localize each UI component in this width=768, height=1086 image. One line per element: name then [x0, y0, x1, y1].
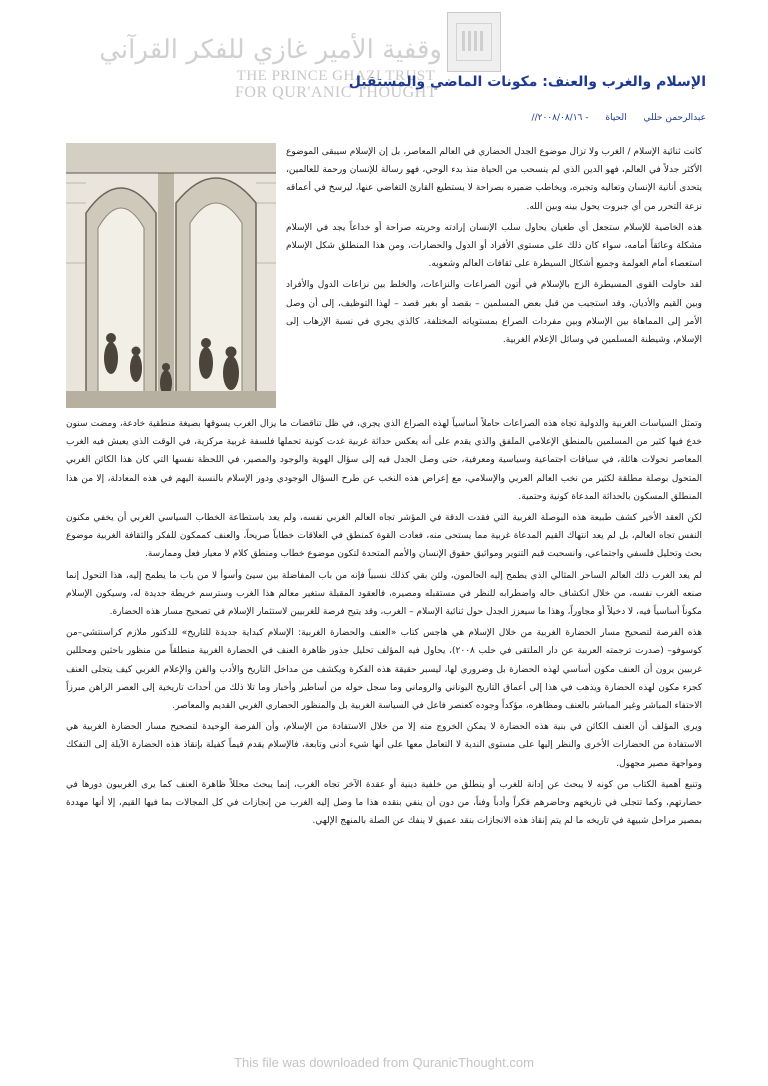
source-name: الحياة — [605, 113, 627, 123]
article-body-main — [66, 415, 702, 833]
paragraph-1: كانت ثنائية الإسلام / الغرب ولا تزال موضوع الجدل الحضاري في العالم المعاصر، بل إن الإسلام سيبقى الموضوع الأكثر جدلاً في العالم، فهو الدين الذي لم ينسحب من الحياة منذ بدء الوحي، فهو رسالة للإنسان ورحمة للعالمين، يتحدى أنانية الإنسان وتعاليه وتجبره، ويخاطب ضميره بصراحة لا يستطيع القارئ التغاضي عنها، ليرسخ في أعماقه نزعة التحرر من أي جبروت يحول بينه وبين الله. — [286, 147, 702, 212]
author-name: عبدالرحمن حللي — [643, 113, 706, 123]
article-title: الإسلام والغرب والعنف: مكونات الماضي والمستقبل — [348, 74, 706, 90]
publish-date: - ٢٠٠٨/٠٨/١٦// — [531, 113, 589, 123]
paragraph-3: لقد حاولت القوى المسيطرة الزج بالإسلام في أتون الصراعات والنزاعات، والخلط بين نزاعات الدول والأفراد وبين القيم والأديان، وقد استجيب من قبل بعض المسلمين – بقصد أو بغير قصد – لهذا التوظيف، إلى أن وصل الأمر إلى المماهاة بين الإسلام وبين مفردات الصراع بمستوياته المختلفة، كالذي يجري في نسبة الإرهاب إلى الإسلام، وشيطنة المسلمين في وسائل الإعلام الغربية. — [286, 280, 702, 346]
article-body-top — [286, 143, 702, 352]
article-byline — [518, 113, 706, 123]
paragraph-6: لم يعد الغرب ذلك العالم الساحر المثالي الذي يطمح إليه الحالمون، ولئن بقي كذلك نسبياً فإنه من باب المفاضلة بين سيئ وأسوأ لا من باب ما يطمح إليه، هذا التحول إنما صنعه الغرب نفسه، من خلال انكشاف حاله واضطرابه للنظر في مستقبله ومصيره، فالعقود المقبلة ستغير معالم هذا الغرب وسترسم خريطة جديدة له، وسيكون الإسلام مكوناً أساسياً فيه، لا دخيلاً أو مجاوراً، وهذا ما سيعزز الجدل حول ثنائية الإسلام – الغرب، وقد يتيح فرصة للغربيين لاستثمار الإسلام في تصحيح مسار هذه الحضارة. — [66, 570, 702, 618]
trust-name-line2: FOR QUR'ANIC THOUGHT — [235, 84, 437, 101]
trust-arabic-logo: وقفية الأمير غازي للفكر القرآني — [99, 35, 442, 65]
paragraph-4: وتمثل السياسات الغربية والدولية تجاه هذه الصراعات حاملاً أساسياً لهذه الصراع الذي يجري، في ظل تناقضات ما يزال الغرب يسوقها بصيغة منطقية خادعة، ومضت سنون خدع فيها كثير من المسلمين بالمنطق الإعلامي الملفق والذي يقدم على أنه يعكس حداثة غربية غدت كونية تحملها فلسفة غربية مركزية، في الوقت الذي يعيش فيه الغرب المعاصر تحولات هائلة، في سياقات اجتماعية وسياسية ومعرفية، حتى وصل الجدل فيه إلى سؤال الهوية والوجود والمصير، في اللحظة نفسها التي كان هذا الكائن الغربي المتحول بوصلة مطلقة لكثير من نخب العالم العربي والإسلامي، مع إعراض هذه النخب عن طرح السؤال الوجودي ودور الإسلام بالنسبة اليهم في هذه المعادلة، إلا من هذا المنطلق المسكون بالحداثة المدعاة كونية وحتمية. — [66, 419, 702, 502]
paragraph-8: ويرى المؤلف أن العنف الكائن في بنية هذه الحضارة لا يمكن الخروج منه إلا من خلال الاستفادة من الإسلام، وأن الفرصة الوحيدة لتصحيح مسار الحضارة الغربية هي الاستفادة من الحضارات الأخرى والنظر إليها على مستوى الندية لا التعامل معها على أنها شيء أدنى وتابعة، فالإسلام يقدم قيماً كفيلة بإنقاذ هذه الحضارة الآيلة إلى التفكك ومواجهة مصير مجهول. — [66, 722, 702, 769]
article-illustration — [66, 143, 276, 408]
paragraph-5: لكن العقد الأخير كشف طبيعة هذه البوصلة الغربية التي فقدت الدقة في المؤشر تجاه العالم الغربي نفسه، ولم يعد باستطاعة الخطاب السياسي الغربي أن يخفي مكنون النفس تجاه العالم، بل لم يعد انتهاك القيم المدعاة غربية مما يستحى منه، فعادت القوة كمنطق في العلاقات خطاباً صريحاً، والعنف كممكون للفكر والثقافة الغربية موضوع بحث وتحليل فلسفي واجتماعي، وانسحبت قيم التنوير ومواثيق حقوق الإنسان والأمم المتحدة لتكون موضوع خطاب ومنطق كلام لا معيار فعل وممارسة. — [66, 513, 702, 560]
download-footer: This file was downloaded from QuranicThought.com — [234, 1055, 534, 1070]
paragraph-2: هذه الخاصية للإسلام ستجعل أي طغيان يحاول سلب الإنسان إرادته وحريته صراحة أو خداعاً يجد في الإسلام مشكلة وعائقاً أمامه، سواء كان ذلك على مستوى الأفراد أو الدول والحضارات، ومن هذا المنطلق شكل الإسلام استعصاء أمام العولمة وجميع أشكال السيطرة على ثقافات العالم وشعوبه. — [286, 222, 702, 270]
trust-name-line1: THE PRINCE GHAZI TRUST — [236, 68, 436, 84]
trust-emblem-icon — [447, 12, 501, 72]
paragraph-7: هذه الفرصة لتصحيح مسار الحضارة الغربية من خلال الإسلام هي هاجس كتاب «العنف والحضارة الغربية: الإسلام كبداية جديدة للتاريخ» للدكتور ملازم كراسنتشي–من كوسوفو– (صدرت ترجمته العربية عن دار الملتقى في حلب ٢٠٠٨)، يحاول فيه المؤلف تحليل جذور ظاهرة العنف في الحضارة الغربية منطلقاً من منظور باحثين ومحللين غربيين يرون أن العنف مكون أساسي لهذه الحضارة بل وضروري لها، ليسبر حقيقة هذه الفكرة ويكشف من مداخل التاريخ والأدب والفن والإعلام الغربي كيف يتجلى العنف كجزء مكون لهذه الحضارة ويذهب في هذا إلى أعماق التاريخ اليوناني والروماني وما سجل حوله من أساطير وأخبار وما تلا ذلك من أحداث تاريخية إلى العصر الراهن مبرزاً الاحتفاء المباشر وغير المباشر بالعنف ومظاهره، مؤكداً وجوده كعنصر فاعل في السياسة الغربية بل والمنظور الحضاري الغربي القديم والمعاصر. — [66, 628, 702, 712]
paragraph-9: وتنبع أهمية الكتاب من كونه لا يبحث عن إدانة للغرب أو ينطلق من خلفية دينية أو عقدة الآخر تجاه الغرب، إنما يبحث محللاً ظاهرة العنف كما يرى الغربيون دورها في حضارتهم، وكما تتجلى في تاريخهم وحاضرهم فكراً وأدباً وفناً، من دون أن ينفي بنقده هذا ما وصل إليه الغرب من إنجازات في كل المجالات بما فيها القيم، إلا أنها مهددة بمصير مراحل شبيهة في تاريخه ما لم يتم إنقاذ هذه الانجازات بنقد عميق لا ينفك عن الصلة بالمنهج الإلهي. — [66, 779, 702, 827]
